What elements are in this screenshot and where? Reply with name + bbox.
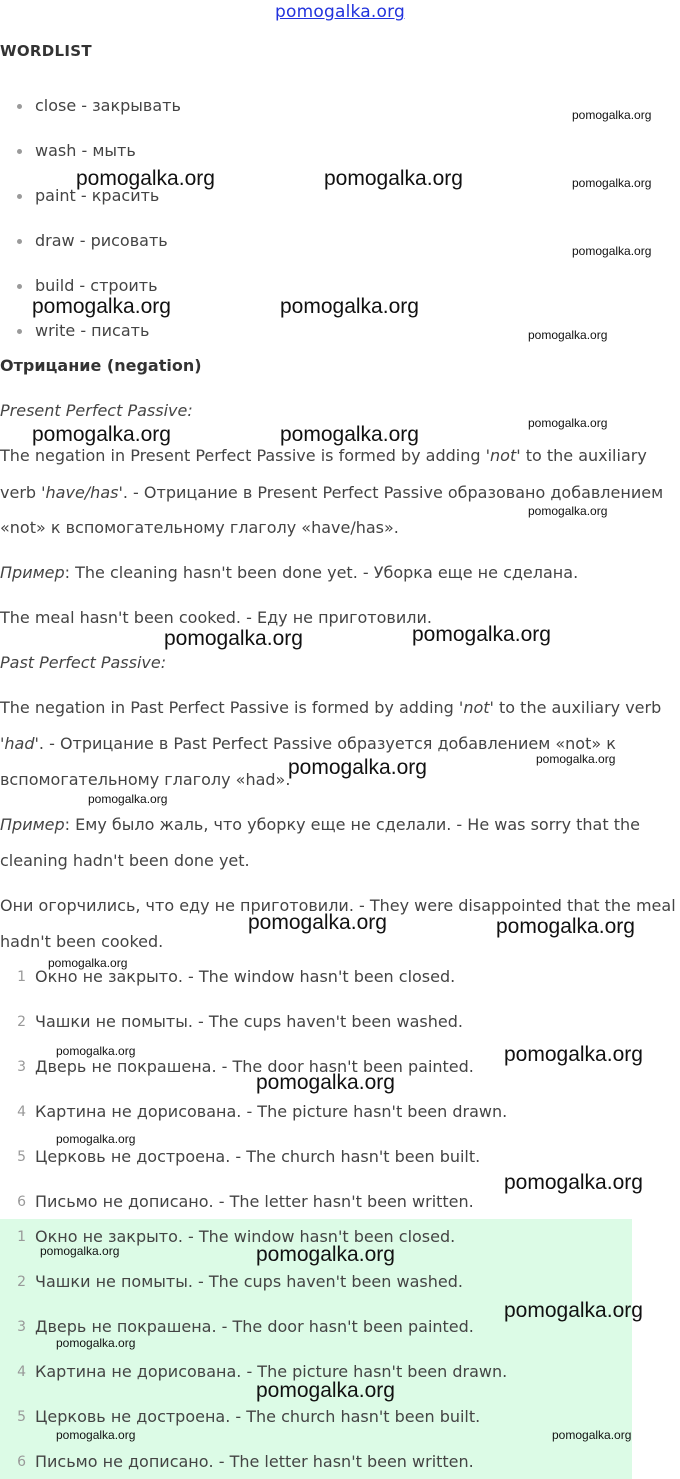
- watermark: pomogalka.org: [496, 915, 635, 938]
- wordlist-item: close - закрывать: [35, 96, 181, 115]
- answer-item: Чашки не помыты. - The cups haven't been washed.: [35, 1272, 463, 1291]
- watermark: pomogalka.org: [256, 1243, 395, 1266]
- watermark: pomogalka.org: [280, 295, 419, 318]
- watermark: pomogalka.org: [572, 108, 652, 122]
- wordlist-item: paint - красить: [35, 186, 160, 205]
- past-example-2-line-1: Они огорчились, что еду не приготовили. - They were disappointed that the meal: [0, 896, 676, 915]
- answer-number: 5: [17, 1409, 26, 1425]
- wordlist-item: write - писать: [35, 321, 150, 340]
- bullet-icon: [17, 284, 22, 289]
- wordlist-title: WORDLIST: [0, 42, 92, 60]
- watermark: pomogalka.org: [256, 1379, 395, 1402]
- exercise-number: 2: [17, 1014, 26, 1030]
- wordlist-item: wash - мыть: [35, 141, 136, 160]
- watermark: pomogalka.org: [32, 295, 171, 318]
- watermark: pomogalka.org: [280, 423, 419, 446]
- exercise-item: Письмо не дописано. - The letter hasn't been written.: [35, 1192, 474, 1211]
- watermark: pomogalka.org: [32, 423, 171, 446]
- watermark: pomogalka.org: [40, 1244, 120, 1258]
- watermark: pomogalka.org: [572, 176, 652, 190]
- watermark: pomogalka.org: [88, 792, 168, 806]
- present-example-1: Пример: The cleaning hasn't been done yet. - Уборка еще не сделана.: [0, 563, 579, 582]
- negation-title: Отрицание (negation): [0, 356, 202, 375]
- answer-number: 1: [17, 1229, 26, 1245]
- bullet-icon: [17, 239, 22, 244]
- bullet-icon: [17, 104, 22, 109]
- exercise-number: 3: [17, 1059, 26, 1075]
- watermark: pomogalka.org: [324, 167, 463, 190]
- watermark: pomogalka.org: [528, 416, 608, 430]
- answer-item: Окно не закрыто. - The window hasn't been closed.: [35, 1227, 456, 1246]
- past-perfect-passive-title: Past Perfect Passive:: [0, 653, 167, 672]
- bullet-icon: [17, 149, 22, 154]
- exercise-number: 1: [17, 969, 26, 985]
- watermark: pomogalka.org: [248, 911, 387, 934]
- watermark: pomogalka.org: [572, 244, 652, 258]
- past-rule-line-2: 'had'. - Отрицание в Past Perfect Passive образуется добавлением «not» к: [0, 734, 616, 753]
- watermark: pomogalka.org: [528, 504, 608, 518]
- present-example-2: The meal hasn't been cooked. - Еду не приготовили.: [0, 608, 432, 627]
- exercise-number: 4: [17, 1104, 26, 1120]
- answer-number: 3: [17, 1319, 26, 1335]
- present-rule-line-3: «not» к вспомогательному глаголу «have/has».: [0, 518, 399, 537]
- watermark: pomogalka.org: [56, 1336, 136, 1350]
- watermark: pomogalka.org: [48, 956, 128, 970]
- watermark: pomogalka.org: [56, 1044, 136, 1058]
- answer-item: Картина не дорисована. - The picture hasn't been drawn.: [35, 1362, 508, 1381]
- past-rule-line-1: The negation in Past Perfect Passive is formed by adding 'not' to the auxiliary verb: [0, 698, 662, 717]
- watermark: pomogalka.org: [504, 1043, 643, 1066]
- answer-number: 6: [17, 1454, 26, 1470]
- past-example-1-line-1: Пример: Ему было жаль, что уборку еще не сделали. - He was sorry that the: [0, 815, 640, 834]
- watermark: pomogalka.org: [504, 1171, 643, 1194]
- answer-item: Церковь не достроена. - The church hasn't been built.: [35, 1407, 481, 1426]
- watermark: pomogalka.org: [528, 328, 608, 342]
- watermark: pomogalka.org: [56, 1132, 136, 1146]
- site-link[interactable]: pomogalka.org: [275, 2, 405, 22]
- past-rule-line-3: вспомогательному глаголу «had».: [0, 770, 291, 789]
- answer-item: Дверь не покрашена. - The door hasn't been painted.: [35, 1317, 474, 1336]
- watermark: pomogalka.org: [552, 1428, 632, 1442]
- bullet-icon: [17, 194, 22, 199]
- exercise-number: 5: [17, 1149, 26, 1165]
- wordlist-item: draw - рисовать: [35, 231, 168, 250]
- watermark: pomogalka.org: [412, 623, 551, 646]
- answer-item: Письмо не дописано. - The letter hasn't been written.: [35, 1452, 474, 1471]
- watermark: pomogalka.org: [56, 1428, 136, 1442]
- watermark: pomogalka.org: [288, 756, 427, 779]
- watermark: pomogalka.org: [164, 627, 303, 650]
- present-perfect-passive-title: Present Perfect Passive:: [0, 401, 193, 420]
- wordlist-item: build - строить: [35, 276, 158, 295]
- watermark: pomogalka.org: [504, 1299, 643, 1322]
- exercise-item: Чашки не помыты. - The cups haven't been washed.: [35, 1012, 463, 1031]
- watermark: pomogalka.org: [76, 167, 215, 190]
- exercise-number: 6: [17, 1194, 26, 1210]
- present-rule-line-2: verb 'have/has'. - Отрицание в Present Perfect Passive образовано добавлением: [0, 483, 664, 502]
- watermark: pomogalka.org: [536, 752, 616, 766]
- watermark: pomogalka.org: [256, 1071, 395, 1094]
- exercise-item: Картина не дорисована. - The picture hasn't been drawn.: [35, 1102, 508, 1121]
- answer-number: 4: [17, 1364, 26, 1380]
- exercise-item: Дверь не покрашена. - The door hasn't been painted.: [35, 1057, 474, 1076]
- past-example-2-line-2: hadn't been cooked.: [0, 932, 164, 951]
- answer-number: 2: [17, 1274, 26, 1290]
- exercise-item: Окно не закрыто. - The window hasn't been closed.: [35, 967, 456, 986]
- bullet-icon: [17, 329, 22, 334]
- exercise-item: Церковь не достроена. - The church hasn't been built.: [35, 1147, 481, 1166]
- present-rule-line-1: The negation in Present Perfect Passive is formed by adding 'not' to the auxiliary: [0, 446, 647, 465]
- past-example-1-line-2: cleaning hadn't been done yet.: [0, 851, 250, 870]
